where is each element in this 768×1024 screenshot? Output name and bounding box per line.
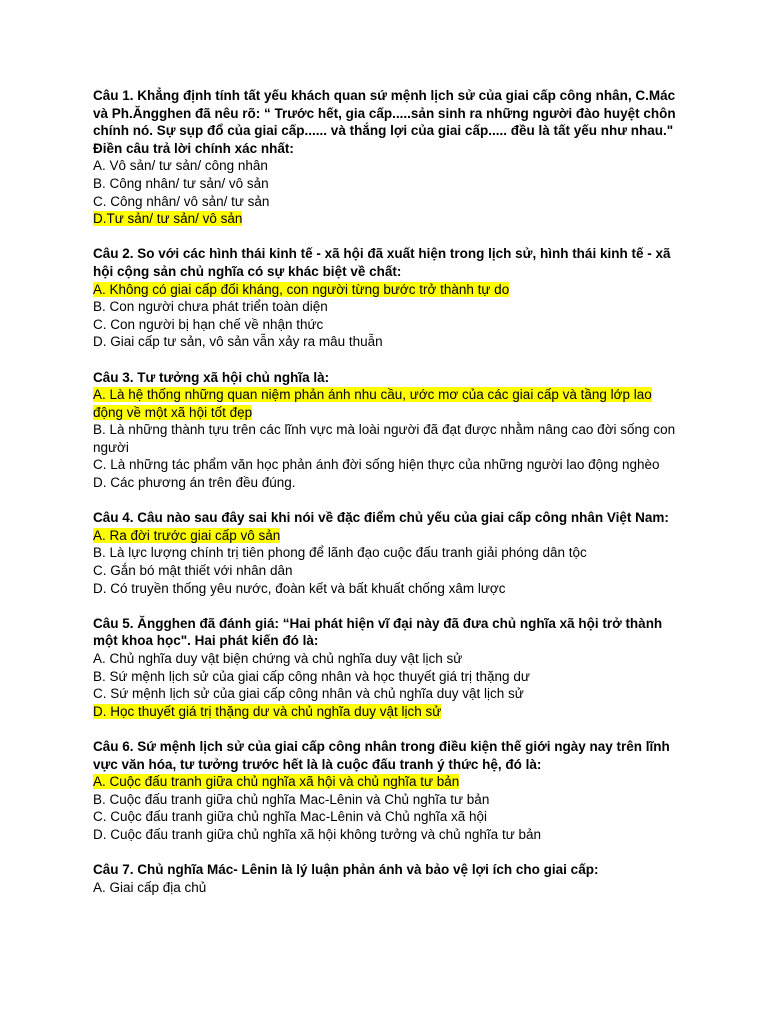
answer-option	[93, 210, 683, 228]
option-text: B. Là những thành tựu trên các lĩnh vực mà loài người đã đạt được nhằm nâng cao đời sống con người	[93, 422, 676, 455]
option-text: A. Cuộc đấu tranh giữa chủ nghĩa xã hội và chủ nghĩa tư bản	[93, 774, 460, 790]
option-text: A. Giai cấp địa chủ	[93, 879, 207, 895]
option-text: D. Cuộc đấu tranh giữa chủ nghĩa xã hội không tưởng và chủ nghĩa tư bản	[93, 826, 542, 842]
answer-option	[93, 773, 683, 791]
answer-option	[93, 808, 683, 826]
option-text: A. Ra đời trước giai cấp vô sản	[93, 527, 281, 543]
option-text: C. Là những tác phẩm văn học phản ánh đời sống hiện thực của những người lao động nghèo	[93, 457, 660, 473]
option-text: C. Gắn bó mật thiết với nhân dân	[93, 563, 293, 579]
question-4	[93, 509, 683, 597]
answer-option	[93, 333, 683, 351]
question-7	[93, 861, 683, 896]
answer-option	[93, 175, 683, 193]
answer-option	[93, 386, 683, 421]
option-text: D. Các phương án trên đều đúng.	[93, 475, 296, 491]
document-page	[93, 87, 683, 914]
option-text: B. Con người chưa phát triển toàn diện	[93, 299, 328, 315]
answer-option	[93, 456, 683, 474]
answer-option	[93, 562, 683, 580]
question-3	[93, 369, 683, 492]
question-6	[93, 738, 683, 844]
option-text: B. Công nhân/ tư sản/ vô sản	[93, 175, 269, 191]
question-5	[93, 615, 683, 721]
question-text: Câu 5. Ăngghen đã đánh giá: “Hai phát hiện vĩ đại này đã đưa chủ nghĩa xã hội trở thành một khoa học". Hai phát kiến đó là:	[93, 615, 663, 649]
option-text: A. Vô sản/ tư sản/ công nhân	[93, 158, 268, 174]
option-text: A. Không có giai cấp đối kháng, con người từng bước trở thành tự do	[93, 281, 510, 297]
question-text: Câu 7. Chủ nghĩa Mác- Lênin là lý luận phản ánh và bảo vệ lợi ích cho giai cấp:	[93, 862, 599, 878]
answer-option	[93, 791, 683, 809]
option-text: B. Là lực lượng chính trị tiên phong để lãnh đạo cuộc đấu tranh giải phóng dân tộc	[93, 545, 587, 561]
answer-option	[93, 580, 683, 598]
question-text: Câu 2. So với các hình thái kinh tế - xã hội đã xuất hiện trong lịch sử, hình thái kinh tế - xã hội cộng sản chủ nghĩa có sự khác biệt về chất:	[93, 246, 671, 279]
question-text: Câu 1. Khẳng định tính tất yếu khách quan sứ mệnh lịch sử của giai cấp công nhân, C.Mác và Ph.Ăngghen đã nêu rõ: “ Trước hết, gia cấp.....sản sinh ra những người đào huyệt chôn chính nó. Sự sụp đổ của giai cấp...... và thắng lợi của giai cấp..... đều là tất yếu như nhau." Điền câu trả lời chính xác nhất:	[93, 88, 676, 156]
question-2	[93, 245, 683, 351]
question-text: Câu 6. Sứ mệnh lịch sử của giai cấp công nhân trong điều kiện thế giới ngày nay trên lĩnh vực văn hóa, tư tưởng trước hết là là cuộc đấu tranh ý thức hệ, đó là:	[93, 738, 670, 772]
option-text: C. Công nhân/ vô sản/ tư sản	[93, 193, 270, 209]
option-text: C. Sứ mệnh lịch sử của giai cấp công nhân và chủ nghĩa duy vật lịch sử	[93, 686, 524, 702]
answer-option	[93, 544, 683, 562]
answer-option	[93, 193, 683, 211]
option-text: B. Cuộc đấu tranh giữa chủ nghĩa Mac-Lênin và Chủ nghĩa tư bản	[93, 791, 490, 807]
option-text: D. Học thuyết giá trị thặng dư và chủ nghĩa duy vật lịch sử	[93, 703, 442, 719]
question-1	[93, 87, 683, 228]
option-text: D.Tư sản/ tư sản/ vô sản	[93, 211, 243, 227]
question-text: Câu 3. Tư tưởng xã hội chủ nghĩa là:	[93, 369, 330, 385]
answer-option	[93, 421, 683, 456]
option-text: B. Sứ mệnh lịch sử của giai cấp công nhân và học thuyết giá trị thặng dư	[93, 668, 530, 684]
option-text: A. Chủ nghĩa duy vật biện chứng và chủ nghĩa duy vật lịch sử	[93, 651, 463, 666]
option-text: D. Giai cấp tư sản, vô sản vẫn xảy ra mâu thuẫn	[93, 334, 383, 350]
answer-option	[93, 685, 683, 703]
answer-option	[93, 281, 683, 299]
answer-option	[93, 316, 683, 334]
option-text: C. Con người bị hạn chế về nhận thức	[93, 316, 324, 332]
answer-option	[93, 703, 683, 721]
question-text: Câu 4. Câu nào sau đây sai khi nói về đặc điểm chủ yếu của giai cấp công nhân Việt Nam:	[93, 510, 669, 526]
answer-option	[93, 527, 683, 545]
answer-option	[93, 826, 683, 844]
option-text: A. Là hệ thống những quan niệm phản ánh nhu cầu, ước mơ của các giai cấp và tầng lớp lao động về một xã hội tốt đẹp	[93, 387, 652, 420]
answer-option	[93, 157, 683, 175]
answer-option	[93, 650, 683, 668]
answer-option	[93, 298, 683, 316]
option-text: C. Cuộc đấu tranh giữa chủ nghĩa Mac-Lênin và Chủ nghĩa xã hội	[93, 809, 488, 825]
option-text: D. Có truyền thống yêu nước, đoàn kết và bất khuất chống xâm lược	[93, 580, 506, 596]
answer-option	[93, 474, 683, 492]
answer-option	[93, 668, 683, 686]
answer-option	[93, 879, 683, 897]
